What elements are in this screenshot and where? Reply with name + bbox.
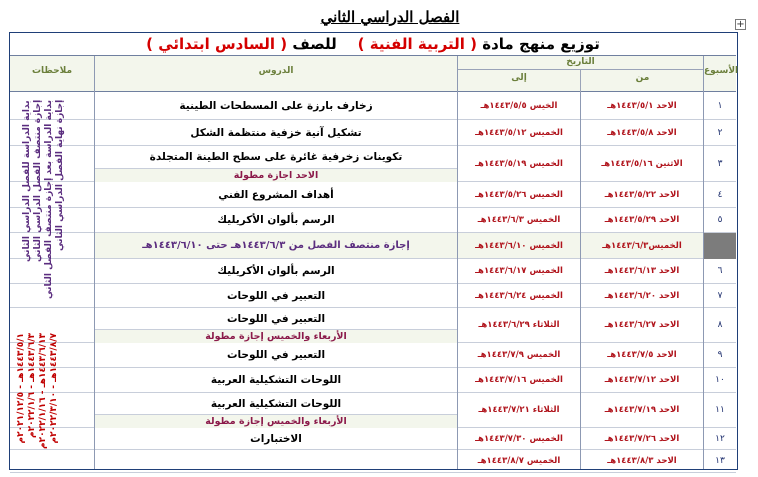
date-to: الخميس ١٤٤٣/٧/٣٠هـ xyxy=(475,433,563,444)
date-to: الخميس ١٤٤٣/٧/٩هـ xyxy=(477,350,561,360)
subtitle-middle: للصف xyxy=(292,35,337,53)
date-to: الخميس ١٤٤٣/٦/٣هـ xyxy=(477,215,561,225)
table-row xyxy=(10,146,736,182)
subtitle-prefix: توزيع منهج مادة xyxy=(482,35,600,53)
week-number: ١٣ xyxy=(715,456,725,466)
week-number: ١ xyxy=(717,100,723,111)
lesson-title xyxy=(95,450,457,472)
lesson-title: التعبير في اللوحات xyxy=(226,349,326,361)
date-to: الخيس ١٤٤٣/٥/٥هـ xyxy=(480,100,558,111)
date-from: الاحد ١٤٤٣/٥/١هـ xyxy=(607,100,677,111)
grade-name: ( السادس ابتدائي ) xyxy=(146,35,288,53)
table-row xyxy=(10,343,736,368)
table-row xyxy=(10,393,736,428)
date-from: الاحد ١٤٤٣/٧/١٩هـ xyxy=(604,405,680,415)
note-line-4: إجازة نهاية الفصل الدراسي الثاني xyxy=(55,100,65,252)
lesson-title: أهداف المشروع الفني xyxy=(218,188,334,201)
table-row xyxy=(10,368,736,393)
date-to: الثلاثاء ١٤٤٣/٧/٢١هـ xyxy=(478,405,560,415)
date-from: الاثنين ١٤٤٣/٥/١٦هـ xyxy=(601,158,683,169)
header-row xyxy=(10,56,739,92)
date-from: الاحد ١٤٤٣/٦/١٣هـ xyxy=(604,266,680,276)
lesson-title: تشكيل آنية خزفية منتظمة الشكل xyxy=(190,126,362,139)
week-number: ١٢ xyxy=(715,433,725,444)
week-number: ٦ xyxy=(717,266,723,276)
date-to: الخميس ١٤٤٣/٦/٢٤هـ xyxy=(475,290,563,301)
table-move-handle[interactable]: + xyxy=(736,19,745,30)
date-from: الاحد ١٤٤٣/٥/٢٩هـ xyxy=(604,215,680,225)
header-week: الأسبوع xyxy=(704,66,739,76)
lesson-title: اللوحات التشكيلية العربية xyxy=(210,374,342,386)
page-title: الفصل الدراسي الثاني xyxy=(320,8,460,26)
header-date: التاريخ xyxy=(458,57,703,70)
table-row xyxy=(10,233,736,259)
date-from: الخميس١٤٤٣/٦/٣هـ xyxy=(581,233,703,258)
date-to: الخميس ١٤٤٣/٧/١٦هـ xyxy=(475,375,563,385)
date-to: الخميس ١٤٤٣/٥/٢٦هـ xyxy=(475,189,563,200)
header-notes: ملاحظات xyxy=(31,66,73,76)
lesson-title: الرسم بألوان الأكريليك xyxy=(217,214,335,226)
week-number: ٤ xyxy=(717,189,723,200)
date-to: الخميس ١٤٤٣/٦/١٠هـ xyxy=(458,233,580,258)
table-row xyxy=(10,120,736,146)
week-number: ١٠ xyxy=(715,375,725,385)
note-date-3: ١٤٤٣/٦/١٣هـ - ٢٠٢٢/١/١٦م xyxy=(38,333,48,449)
table-row xyxy=(10,182,736,208)
week-number: ٥ xyxy=(717,215,723,225)
header-from: من xyxy=(635,73,650,83)
notes-dates xyxy=(16,333,90,468)
header-to: إلى xyxy=(511,73,527,83)
note-line-1: بداية الدراسة للفصل الدراسي الثاني xyxy=(22,100,32,262)
date-from: الاحد ١٤٤٣/٦/٢٧هـ xyxy=(604,320,680,330)
date-from: الاحد ١٤٤٣/٧/٥هـ xyxy=(607,350,677,360)
date-from: الاحد ١٤٤٣/٥/٨هـ xyxy=(607,127,677,138)
curriculum-table xyxy=(9,32,738,470)
lesson-title: زخارف بارزة على المسطحات الطينية xyxy=(179,99,373,112)
lesson-title: الرسم بألوان الأكريليك xyxy=(217,265,335,277)
lesson-title: التعبير في اللوحات xyxy=(226,312,326,325)
holiday-note: الاحد اجازة مطولة xyxy=(95,168,457,182)
date-from: الاحد ١٤٤٣/٥/٢٢هـ xyxy=(604,189,680,200)
date-to: الخميس ١٤٤٣/٥/١٩هـ xyxy=(475,158,563,169)
subtitle-bar xyxy=(10,33,736,56)
date-from: الاحد ١٤٤٣/٧/٢٦هـ xyxy=(604,433,680,444)
note-date-2: ١٤٤٣/٦/٣هـ - ٢٠٢٢/١/٦م xyxy=(27,333,37,439)
week-number: ١١ xyxy=(715,405,725,415)
week-number: ٩ xyxy=(717,350,723,360)
mid-term-holiday: إجازة منتصف الفصل من ١٤٤٣/٦/٣هـ حتى ١٤٤٣/٦/١٠هـ xyxy=(95,233,457,258)
table-row xyxy=(10,428,736,450)
lesson-title: التعبير في اللوحات xyxy=(226,289,326,302)
table-row xyxy=(10,450,736,473)
date-from: الاحد ١٤٤٣/٦/٢٠هـ xyxy=(604,290,680,301)
week-number: ٧ xyxy=(717,290,723,301)
holiday-note: الأربعاء والخميس إجازة مطولة xyxy=(95,414,457,428)
header-lessons: الدروس xyxy=(258,66,294,76)
table-row xyxy=(10,92,736,120)
date-from: الاحد ١٤٤٣/٨/٣هـ xyxy=(607,456,677,466)
note-line-3: بداية الدراسة بعد إجازة منتصف الفصل الثاني xyxy=(44,100,54,299)
lesson-title: اللوحات التشكيلية العربية xyxy=(210,397,342,410)
lesson-title: تكوينات زخرفية غائرة على سطح الطينة المتجلدة xyxy=(149,151,403,163)
table-row xyxy=(10,259,736,284)
note-line-2: إجازة منتصف الفصل الدراسي الثاني xyxy=(33,100,43,263)
week-number: ٣ xyxy=(717,158,723,169)
date-to: الخميس ١٤٤٣/٨/٧هـ xyxy=(477,456,561,466)
week-number: ٨ xyxy=(717,320,723,330)
holiday-note: الأربعاء والخميس إجازة مطولة xyxy=(95,329,457,343)
date-to: الخميس ١٤٤٣/٥/١٢هـ xyxy=(475,127,563,138)
week-number: ٢ xyxy=(717,127,723,138)
date-to: الثلاثاء ١٤٤٣/٦/٢٩هـ xyxy=(478,320,560,330)
note-date-4: ١٤٤٣/٨/٧هـ - ٢٠٢٢/٣/١٠م xyxy=(49,333,59,444)
date-to: الخميس ١٤٤٣/٦/١٧هـ xyxy=(475,266,563,276)
table-row xyxy=(10,208,736,233)
table-row xyxy=(10,284,736,308)
date-from: الاحد ١٤٤٣/٧/١٢هـ xyxy=(604,375,680,385)
lesson-title: الاختبارات xyxy=(250,432,302,445)
table-row xyxy=(10,308,736,343)
note-date-1: ١٤٤٣/٥/١هـ - ٢٠٢١/١٢/٥م xyxy=(16,333,26,444)
shaded-cell xyxy=(704,233,736,259)
subject-name: ( التربية الفنية ) xyxy=(357,35,478,53)
